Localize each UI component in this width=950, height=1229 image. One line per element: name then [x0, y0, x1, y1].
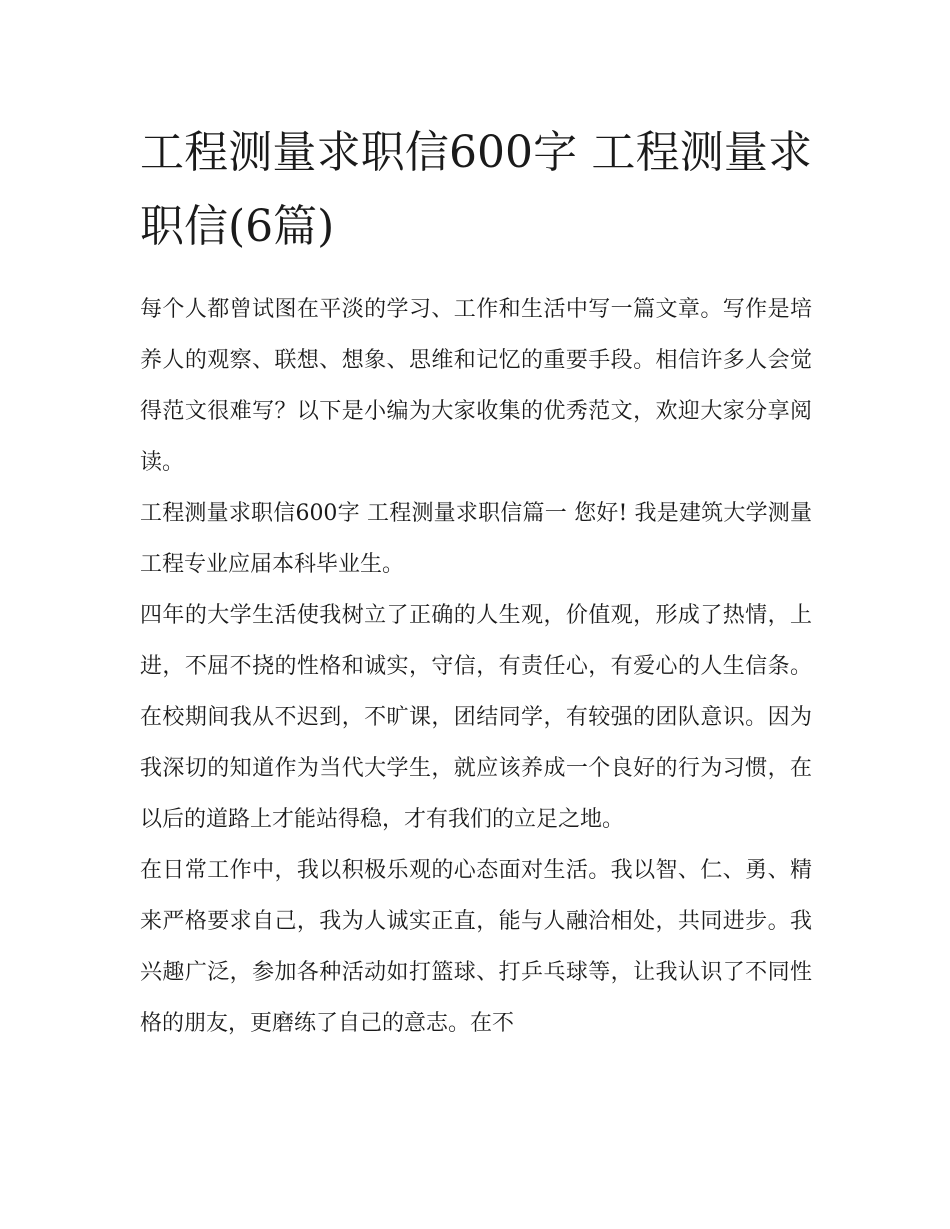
paragraph-greeting: 工程测量求职信600字 工程测量求职信篇一 您好! 我是建筑大学测量工程专业应届本科毕业生。 — [140, 501, 812, 577]
paragraph-intro: 每个人都曾试图在平淡的学习、工作和生活中写一篇文章。写作是培养人的观察、联想、想象、思维和记忆的重要手段。相信许多人会觉得范文很难写？以下是小编为大家收集的优秀范文，欢迎大家分享阅读。 — [140, 297, 812, 475]
paragraph-college-life: 四年的大学生活使我树立了正确的人生观，价值观，形成了热情，上进，不屈不挠的性格和诚实，守信，有责任心，有爱心的人生信条。在校期间我从不迟到，不旷课，团结同学，有较强的团队意识。因为我深切的知道作为当代大学生，就应该养成一个良好的行为习惯，在以后的道路上才能站得稳，才有我们的立足之地。 — [140, 603, 812, 832]
paragraph-daily-work: 在日常工作中，我以积极乐观的心态面对生活。我以智、仁、勇、精来严格要求自己，我为人诚实正直，能与人融洽相处，共同进步。我兴趣广泛，参加各种活动如打篮球、打乒乓球等，让我认识了不同性格的朋友，更磨练了自己的意志。在不 — [140, 858, 812, 1036]
document-title: 工程测量求职信600字 工程测量求职信(6篇) — [140, 127, 812, 252]
document-body — [140, 284, 812, 1049]
document-content — [140, 116, 812, 1049]
